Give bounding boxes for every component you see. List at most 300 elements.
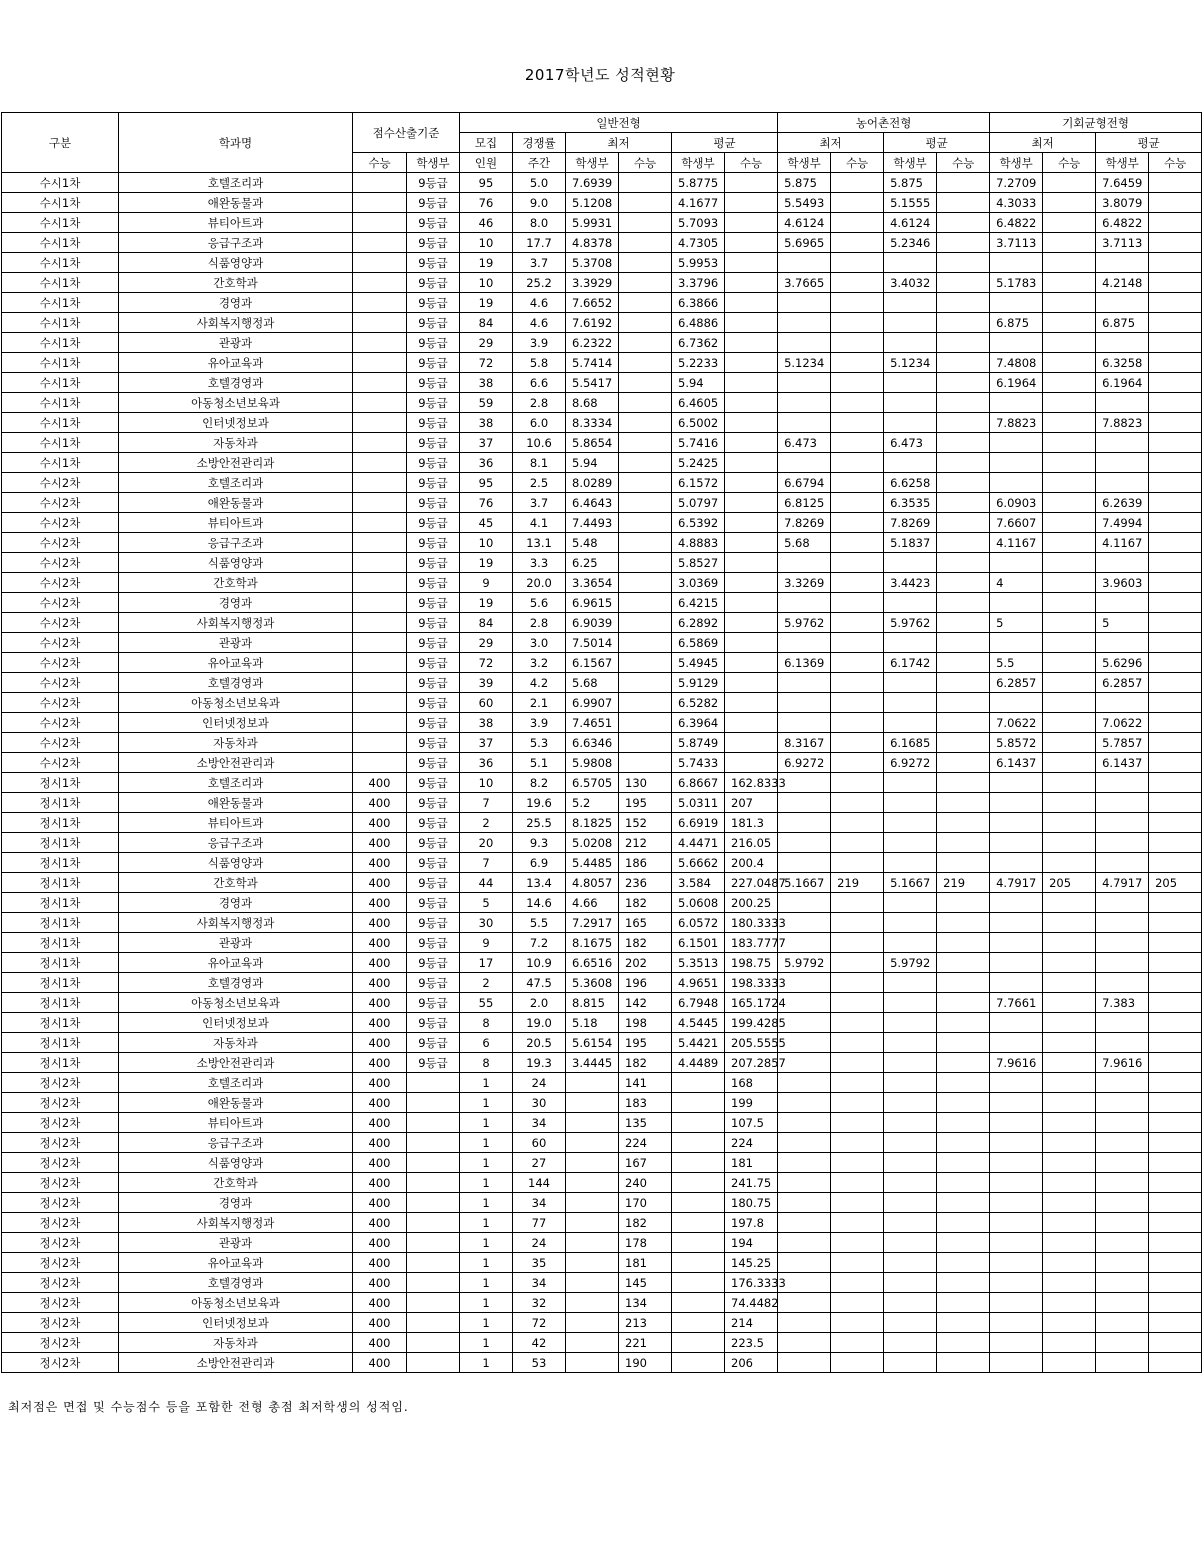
cell-gen-low-suneung: 135 (619, 1113, 672, 1133)
cell-basis-suneung: 400 (353, 1113, 407, 1133)
cell-rur-avg-school: 5.2346 (884, 233, 937, 253)
cell-gen-avg-school: 4.9651 (672, 973, 725, 993)
cell-eq-low-suneung (1043, 953, 1096, 973)
cell-gen-avg-school (672, 1313, 725, 1333)
cell-gen-avg-school: 5.2425 (672, 453, 725, 473)
cell-mojip: 9 (460, 933, 513, 953)
cell-eq-low-suneung (1043, 233, 1096, 253)
cell-gen-low-suneung (619, 393, 672, 413)
cell-gen-avg-suneung (725, 193, 778, 213)
cell-rur-avg-suneung (937, 613, 990, 633)
cell-gen-avg-school (672, 1193, 725, 1213)
cell-basis-suneung (353, 313, 407, 333)
cell-gubun: 수시1차 (2, 253, 119, 273)
cell-eq-avg-school (1096, 1273, 1149, 1293)
cell-rur-low-suneung (831, 833, 884, 853)
cell-gubun: 정시2차 (2, 1093, 119, 1113)
cell-gen-avg-suneung: 145.25 (725, 1253, 778, 1273)
cell-mojip: 10 (460, 533, 513, 553)
cell-rur-avg-school: 5.1234 (884, 353, 937, 373)
table-row (2, 1033, 1202, 1053)
cell-dept: 호텔경영과 (119, 973, 353, 993)
cell-gubun: 정시1차 (2, 833, 119, 853)
cell-dept: 뷰티아트과 (119, 213, 353, 233)
cell-eq-avg-suneung (1149, 813, 1202, 833)
cell-basis-school (407, 1293, 460, 1313)
cell-mojip: 95 (460, 173, 513, 193)
cell-gen-low-suneung: 202 (619, 953, 672, 973)
cell-gen-avg-school (672, 1093, 725, 1113)
cell-rur-avg-school: 3.4423 (884, 573, 937, 593)
cell-rur-low-suneung (831, 893, 884, 913)
cell-eq-avg-school (1096, 853, 1149, 873)
cell-gen-avg-school: 4.1677 (672, 193, 725, 213)
cell-basis-suneung: 400 (353, 1013, 407, 1033)
cell-eq-low-school: 6.4822 (990, 213, 1043, 233)
cell-eq-low-suneung (1043, 993, 1096, 1013)
cell-eq-low-school: 6.1964 (990, 373, 1043, 393)
cell-gen-low-suneung (619, 413, 672, 433)
cell-eq-low-school (990, 453, 1043, 473)
cell-dept: 아동청소년보육과 (119, 693, 353, 713)
cell-rur-avg-suneung (937, 573, 990, 593)
header-gen-low-suneung: 수능 (619, 153, 672, 173)
cell-eq-low-school (990, 813, 1043, 833)
cell-eq-avg-school: 6.3258 (1096, 353, 1149, 373)
cell-basis-school: 9등급 (407, 793, 460, 813)
cell-rur-low-suneung (831, 753, 884, 773)
cell-eq-low-suneung (1043, 173, 1096, 193)
cell-eq-low-suneung (1043, 413, 1096, 433)
cell-dept: 응급구조과 (119, 833, 353, 853)
cell-gen-avg-suneung (725, 733, 778, 753)
cell-rur-low-school: 6.1369 (778, 653, 831, 673)
cell-rur-low-school: 5.68 (778, 533, 831, 553)
cell-eq-low-suneung (1043, 633, 1096, 653)
cell-basis-suneung (353, 453, 407, 473)
cell-gen-avg-school: 3.584 (672, 873, 725, 893)
cell-mojip: 1 (460, 1073, 513, 1093)
cell-dept: 호텔조리과 (119, 1073, 353, 1093)
cell-gen-avg-school: 3.3796 (672, 273, 725, 293)
cell-eq-avg-suneung (1149, 993, 1202, 1013)
cell-eq-avg-school: 6.1964 (1096, 373, 1149, 393)
cell-dept: 자동차과 (119, 1333, 353, 1353)
cell-rur-avg-suneung (937, 1133, 990, 1153)
cell-rur-avg-suneung (937, 713, 990, 733)
cell-gubun: 수시1차 (2, 193, 119, 213)
cell-eq-avg-suneung (1149, 613, 1202, 633)
cell-basis-school: 9등급 (407, 1053, 460, 1073)
cell-rur-low-school: 3.7665 (778, 273, 831, 293)
cell-eq-avg-school (1096, 1213, 1149, 1233)
cell-rur-avg-suneung (937, 393, 990, 413)
cell-gen-low-suneung: 134 (619, 1293, 672, 1313)
cell-gen-low-school: 7.6939 (566, 173, 619, 193)
cell-gen-avg-school: 6.5869 (672, 633, 725, 653)
cell-gubun: 수시2차 (2, 513, 119, 533)
cell-dept: 소방안전관리과 (119, 453, 353, 473)
cell-eq-avg-school (1096, 453, 1149, 473)
cell-basis-school: 9등급 (407, 553, 460, 573)
cell-competition: 3.7 (513, 493, 566, 513)
cell-eq-avg-suneung (1149, 1013, 1202, 1033)
cell-competition: 20.5 (513, 1033, 566, 1053)
cell-rur-low-suneung (831, 933, 884, 953)
cell-gen-low-suneung: 181 (619, 1253, 672, 1273)
header-mojip: 모집 (460, 133, 513, 153)
cell-gen-low-suneung: 182 (619, 1213, 672, 1233)
cell-gen-low-suneung (619, 713, 672, 733)
cell-rur-avg-suneung (937, 1013, 990, 1033)
cell-basis-school (407, 1193, 460, 1213)
cell-competition: 4.6 (513, 293, 566, 313)
cell-gen-avg-suneung (725, 233, 778, 253)
cell-rur-avg-school (884, 1093, 937, 1113)
score-table (1, 112, 1202, 1373)
cell-rur-low-suneung (831, 713, 884, 733)
cell-eq-low-suneung (1043, 553, 1096, 573)
cell-basis-school: 9등급 (407, 493, 460, 513)
cell-basis-school: 9등급 (407, 353, 460, 373)
table-row (2, 673, 1202, 693)
cell-dept: 호텔조리과 (119, 773, 353, 793)
cell-gen-low-school: 5.48 (566, 533, 619, 553)
cell-basis-school: 9등급 (407, 733, 460, 753)
cell-basis-school: 9등급 (407, 993, 460, 1013)
cell-gen-low-suneung (619, 473, 672, 493)
cell-mojip: 84 (460, 313, 513, 333)
cell-basis-school: 9등급 (407, 273, 460, 293)
cell-mojip: 1 (460, 1193, 513, 1213)
cell-eq-low-school (990, 793, 1043, 813)
cell-eq-low-school (990, 1293, 1043, 1313)
cell-rur-avg-school (884, 893, 937, 913)
cell-rur-avg-school: 6.1685 (884, 733, 937, 753)
cell-eq-avg-school (1096, 833, 1149, 853)
cell-gen-avg-school (672, 1073, 725, 1093)
cell-rur-avg-school (884, 1233, 937, 1253)
cell-gen-avg-school: 6.3964 (672, 713, 725, 733)
cell-rur-low-school (778, 1253, 831, 1273)
table-row (2, 1053, 1202, 1073)
cell-rur-low-suneung (831, 593, 884, 613)
cell-basis-suneung: 400 (353, 1233, 407, 1253)
cell-rur-avg-suneung (937, 633, 990, 653)
cell-eq-low-suneung (1043, 1333, 1096, 1353)
cell-rur-avg-suneung (937, 693, 990, 713)
cell-eq-avg-suneung (1149, 953, 1202, 973)
cell-rur-avg-suneung (937, 1293, 990, 1313)
cell-gen-low-school: 6.4643 (566, 493, 619, 513)
cell-eq-low-suneung (1043, 1253, 1096, 1273)
cell-competition: 42 (513, 1333, 566, 1353)
cell-competition: 6.9 (513, 853, 566, 873)
cell-gen-avg-suneung (725, 373, 778, 393)
cell-gen-avg-school: 3.0369 (672, 573, 725, 593)
cell-competition: 2.0 (513, 993, 566, 1013)
header-gen-low-school: 학생부 (566, 153, 619, 173)
cell-dept: 소방안전관리과 (119, 753, 353, 773)
cell-eq-avg-school (1096, 1173, 1149, 1193)
cell-eq-low-suneung (1043, 293, 1096, 313)
cell-eq-low-suneung (1043, 213, 1096, 233)
cell-rur-avg-school (884, 1033, 937, 1053)
cell-basis-suneung (353, 213, 407, 233)
cell-rur-low-school (778, 1233, 831, 1253)
cell-basis-suneung (353, 753, 407, 773)
cell-eq-avg-suneung (1149, 773, 1202, 793)
cell-dept: 소방안전관리과 (119, 1353, 353, 1373)
cell-competition: 3.3 (513, 553, 566, 573)
cell-eq-low-school: 7.0622 (990, 713, 1043, 733)
header-gen-avg-school: 학생부 (672, 153, 725, 173)
table-row (2, 593, 1202, 613)
cell-rur-avg-school (884, 693, 937, 713)
cell-eq-low-suneung (1043, 713, 1096, 733)
cell-gubun: 수시1차 (2, 313, 119, 333)
cell-eq-avg-school: 6.2639 (1096, 493, 1149, 513)
cell-eq-avg-school: 7.0622 (1096, 713, 1149, 733)
cell-eq-low-suneung (1043, 753, 1096, 773)
cell-rur-avg-school (884, 593, 937, 613)
cell-competition: 2.1 (513, 693, 566, 713)
cell-rur-low-suneung (831, 993, 884, 1013)
table-header (2, 113, 1202, 173)
cell-eq-avg-suneung (1149, 433, 1202, 453)
cell-competition: 3.0 (513, 633, 566, 653)
cell-gubun: 수시2차 (2, 753, 119, 773)
cell-rur-avg-suneung (937, 833, 990, 853)
cell-competition: 19.6 (513, 793, 566, 813)
cell-rur-avg-school: 7.8269 (884, 513, 937, 533)
cell-rur-low-suneung (831, 973, 884, 993)
cell-eq-low-suneung (1043, 433, 1096, 453)
cell-rur-avg-school: 5.9792 (884, 953, 937, 973)
cell-dept: 사회복지행정과 (119, 313, 353, 333)
cell-gen-low-school: 8.815 (566, 993, 619, 1013)
cell-eq-avg-suneung (1149, 1173, 1202, 1193)
cell-eq-avg-suneung (1149, 313, 1202, 333)
table-row (2, 1293, 1202, 1313)
cell-rur-low-school (778, 633, 831, 653)
cell-basis-suneung: 400 (353, 1173, 407, 1193)
cell-gen-low-school: 5.3608 (566, 973, 619, 993)
cell-rur-low-suneung (831, 573, 884, 593)
table-row (2, 1193, 1202, 1213)
cell-rur-low-suneung (831, 1273, 884, 1293)
cell-basis-suneung: 400 (353, 933, 407, 953)
cell-rur-low-school (778, 893, 831, 913)
table-row (2, 293, 1202, 313)
cell-rur-low-school (778, 693, 831, 713)
table-row (2, 1113, 1202, 1133)
table-row (2, 853, 1202, 873)
cell-basis-suneung (353, 233, 407, 253)
cell-rur-low-suneung (831, 173, 884, 193)
cell-mojip: 1 (460, 1133, 513, 1153)
cell-basis-school: 9등급 (407, 173, 460, 193)
cell-dept: 경영과 (119, 593, 353, 613)
cell-gen-avg-school: 5.8749 (672, 733, 725, 753)
cell-eq-low-suneung (1043, 353, 1096, 373)
cell-rur-low-school: 5.1234 (778, 353, 831, 373)
cell-rur-avg-suneung (937, 933, 990, 953)
cell-gen-low-school: 5.3708 (566, 253, 619, 273)
cell-eq-low-suneung (1043, 1093, 1096, 1113)
cell-gen-avg-suneung: 194 (725, 1233, 778, 1253)
cell-eq-avg-suneung (1149, 593, 1202, 613)
cell-eq-avg-suneung (1149, 333, 1202, 353)
cell-gen-low-suneung: 186 (619, 853, 672, 873)
cell-eq-low-school: 4 (990, 573, 1043, 593)
cell-gubun: 정시1차 (2, 993, 119, 1013)
cell-mojip: 55 (460, 993, 513, 1013)
cell-gen-low-suneung: 182 (619, 893, 672, 913)
cell-gen-avg-school: 5.94 (672, 373, 725, 393)
cell-eq-low-school: 3.7113 (990, 233, 1043, 253)
cell-eq-low-suneung (1043, 833, 1096, 853)
cell-gubun: 수시1차 (2, 433, 119, 453)
cell-gubun: 수시2차 (2, 473, 119, 493)
cell-eq-low-school: 5.5 (990, 653, 1043, 673)
cell-rur-low-school: 5.875 (778, 173, 831, 193)
cell-mojip: 6 (460, 1033, 513, 1053)
cell-eq-low-suneung (1043, 1313, 1096, 1333)
cell-gen-low-school: 4.66 (566, 893, 619, 913)
cell-gen-avg-suneung (725, 713, 778, 733)
cell-competition: 35 (513, 1253, 566, 1273)
cell-mojip: 1 (460, 1233, 513, 1253)
header-general-average: 평균 (672, 133, 778, 153)
table-row (2, 873, 1202, 893)
cell-eq-avg-suneung (1149, 493, 1202, 513)
cell-eq-low-school (990, 253, 1043, 273)
cell-gen-avg-suneung: 241.75 (725, 1173, 778, 1193)
cell-gen-avg-suneung: 183.7777 (725, 933, 778, 953)
cell-competition: 4.6 (513, 313, 566, 333)
cell-eq-avg-school (1096, 1073, 1149, 1093)
cell-eq-avg-school: 3.9603 (1096, 573, 1149, 593)
cell-mojip: 1 (460, 1153, 513, 1173)
cell-gen-low-school: 6.6346 (566, 733, 619, 753)
cell-rur-low-suneung (831, 673, 884, 693)
cell-dept: 응급구조과 (119, 233, 353, 253)
cell-eq-avg-suneung (1149, 573, 1202, 593)
cell-eq-avg-suneung (1149, 513, 1202, 533)
cell-basis-school: 9등급 (407, 713, 460, 733)
cell-gen-avg-suneung: 181 (725, 1153, 778, 1173)
cell-eq-avg-suneung (1149, 233, 1202, 253)
table-row (2, 953, 1202, 973)
cell-gen-low-suneung: 198 (619, 1013, 672, 1033)
cell-eq-avg-suneung (1149, 1213, 1202, 1233)
cell-eq-low-school (990, 473, 1043, 493)
table-row (2, 993, 1202, 1013)
table-row (2, 173, 1202, 193)
cell-eq-low-school (990, 1193, 1043, 1213)
cell-rur-low-suneung (831, 633, 884, 653)
cell-rur-low-school (778, 253, 831, 273)
cell-rur-low-suneung (831, 1193, 884, 1213)
cell-gubun: 수시1차 (2, 333, 119, 353)
cell-eq-avg-suneung (1149, 973, 1202, 993)
cell-gen-low-school: 7.6192 (566, 313, 619, 333)
cell-basis-suneung: 400 (353, 1273, 407, 1293)
table-row (2, 573, 1202, 593)
cell-eq-low-suneung (1043, 1273, 1096, 1293)
cell-gubun: 정시1차 (2, 873, 119, 893)
cell-mojip: 7 (460, 853, 513, 873)
cell-rur-avg-school (884, 393, 937, 413)
cell-gen-low-school: 5.6154 (566, 1033, 619, 1053)
cell-basis-school: 9등급 (407, 533, 460, 553)
cell-eq-avg-suneung (1149, 1093, 1202, 1113)
table-row (2, 733, 1202, 753)
cell-rur-low-suneung (831, 1093, 884, 1113)
header-basis-school: 학생부 (407, 153, 460, 173)
cell-eq-low-suneung (1043, 673, 1096, 693)
cell-basis-suneung (353, 273, 407, 293)
cell-basis-suneung (353, 693, 407, 713)
header-general: 일반전형 (460, 113, 778, 133)
table-row (2, 1253, 1202, 1273)
cell-gen-avg-school: 5.0608 (672, 893, 725, 913)
cell-rur-low-school (778, 1173, 831, 1193)
cell-gen-low-suneung (619, 673, 672, 693)
cell-gen-avg-school: 5.8527 (672, 553, 725, 573)
cell-mojip: 10 (460, 773, 513, 793)
cell-eq-low-school (990, 913, 1043, 933)
cell-gen-low-suneung (619, 733, 672, 753)
cell-rur-low-suneung (831, 1353, 884, 1373)
cell-competition: 13.1 (513, 533, 566, 553)
table-row (2, 693, 1202, 713)
cell-gen-avg-school (672, 1293, 725, 1313)
cell-gen-avg-suneung: 181.3 (725, 813, 778, 833)
cell-rur-low-suneung (831, 333, 884, 353)
cell-rur-avg-suneung (937, 373, 990, 393)
cell-eq-low-suneung (1043, 853, 1096, 873)
cell-basis-school (407, 1353, 460, 1373)
cell-competition: 5.0 (513, 173, 566, 193)
cell-basis-school: 9등급 (407, 873, 460, 893)
cell-dept: 관광과 (119, 1233, 353, 1253)
cell-eq-low-school (990, 1213, 1043, 1233)
table-row (2, 313, 1202, 333)
cell-gen-avg-school (672, 1213, 725, 1233)
cell-eq-low-school (990, 1253, 1043, 1273)
cell-rur-avg-suneung (937, 293, 990, 313)
cell-gubun: 정시2차 (2, 1333, 119, 1353)
cell-basis-suneung: 400 (353, 973, 407, 993)
cell-dept: 호텔경영과 (119, 373, 353, 393)
cell-basis-school (407, 1213, 460, 1233)
cell-basis-suneung (353, 533, 407, 553)
cell-gen-avg-school: 6.5392 (672, 513, 725, 533)
cell-eq-avg-school (1096, 293, 1149, 313)
cell-competition: 8.2 (513, 773, 566, 793)
cell-eq-avg-school: 7.9616 (1096, 1053, 1149, 1073)
cell-eq-avg-school (1096, 1133, 1149, 1153)
cell-gubun: 정시1차 (2, 953, 119, 973)
cell-dept: 유아교육과 (119, 353, 353, 373)
cell-basis-suneung: 400 (353, 1093, 407, 1113)
cell-gen-avg-suneung (725, 553, 778, 573)
cell-rur-low-school (778, 1133, 831, 1153)
table-row (2, 1093, 1202, 1113)
cell-eq-low-suneung (1043, 393, 1096, 413)
